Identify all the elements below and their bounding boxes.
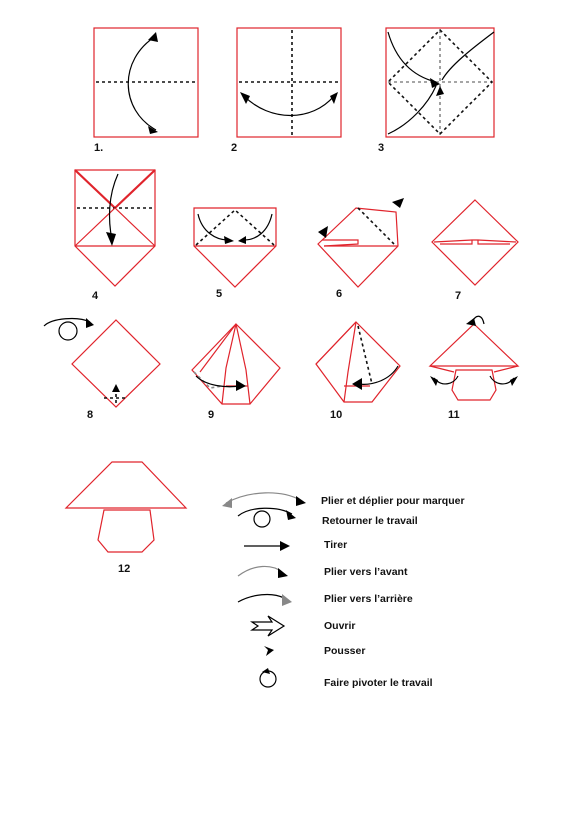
step-label: 3 xyxy=(378,142,385,154)
step-7-shape xyxy=(432,200,518,285)
turn-over-icon xyxy=(238,508,296,527)
step-label: 7 xyxy=(455,290,462,302)
valley-fold-unfold-icon xyxy=(222,493,306,508)
step-4-shape xyxy=(75,170,155,286)
legend-label-valley-fold: Plier et déplier pour marquer xyxy=(321,495,465,507)
step-label: 12 xyxy=(118,563,131,575)
step-label: 10 xyxy=(330,409,343,421)
open-arrow-icon xyxy=(252,616,284,636)
legend-label-rotate: Faire pivoter le travail xyxy=(324,677,433,689)
step-label: 9 xyxy=(208,409,215,421)
step-1-square xyxy=(94,28,198,137)
step-5-shape xyxy=(194,208,276,287)
step-10-shape xyxy=(316,322,400,402)
step-2-square xyxy=(237,28,341,137)
step-8-shape xyxy=(44,318,160,407)
fold-forward-icon xyxy=(238,566,288,578)
fold-backward-icon xyxy=(238,594,292,606)
step-9-shape xyxy=(192,324,280,404)
legend-label-pull: Tirer xyxy=(324,539,348,551)
pull-arrow-icon xyxy=(244,541,290,551)
step-12-mushroom xyxy=(66,462,186,552)
step-label: 8 xyxy=(87,409,94,421)
legend-label-fold-forward: Plier vers l’avant xyxy=(324,566,408,578)
legend-label-fold-backward: Plier vers l’arrière xyxy=(324,593,413,605)
step-label: 5 xyxy=(216,288,223,300)
step-label: 11 xyxy=(448,409,460,421)
step-11-shape xyxy=(430,316,518,400)
legend-label-push: Pousser xyxy=(324,645,366,657)
rotate-icon xyxy=(260,668,276,687)
push-arrow-icon xyxy=(264,646,274,656)
step-label: 1. xyxy=(94,142,104,154)
step-label: 4 xyxy=(92,290,99,302)
step-label: 2 xyxy=(231,142,238,154)
legend-label-turn-over: Retourner le travail xyxy=(322,515,418,527)
legend-label-open: Ouvrir xyxy=(324,620,356,632)
step-label: 6 xyxy=(336,288,343,300)
step-6-shape xyxy=(318,198,404,287)
step-3-square xyxy=(386,28,494,137)
